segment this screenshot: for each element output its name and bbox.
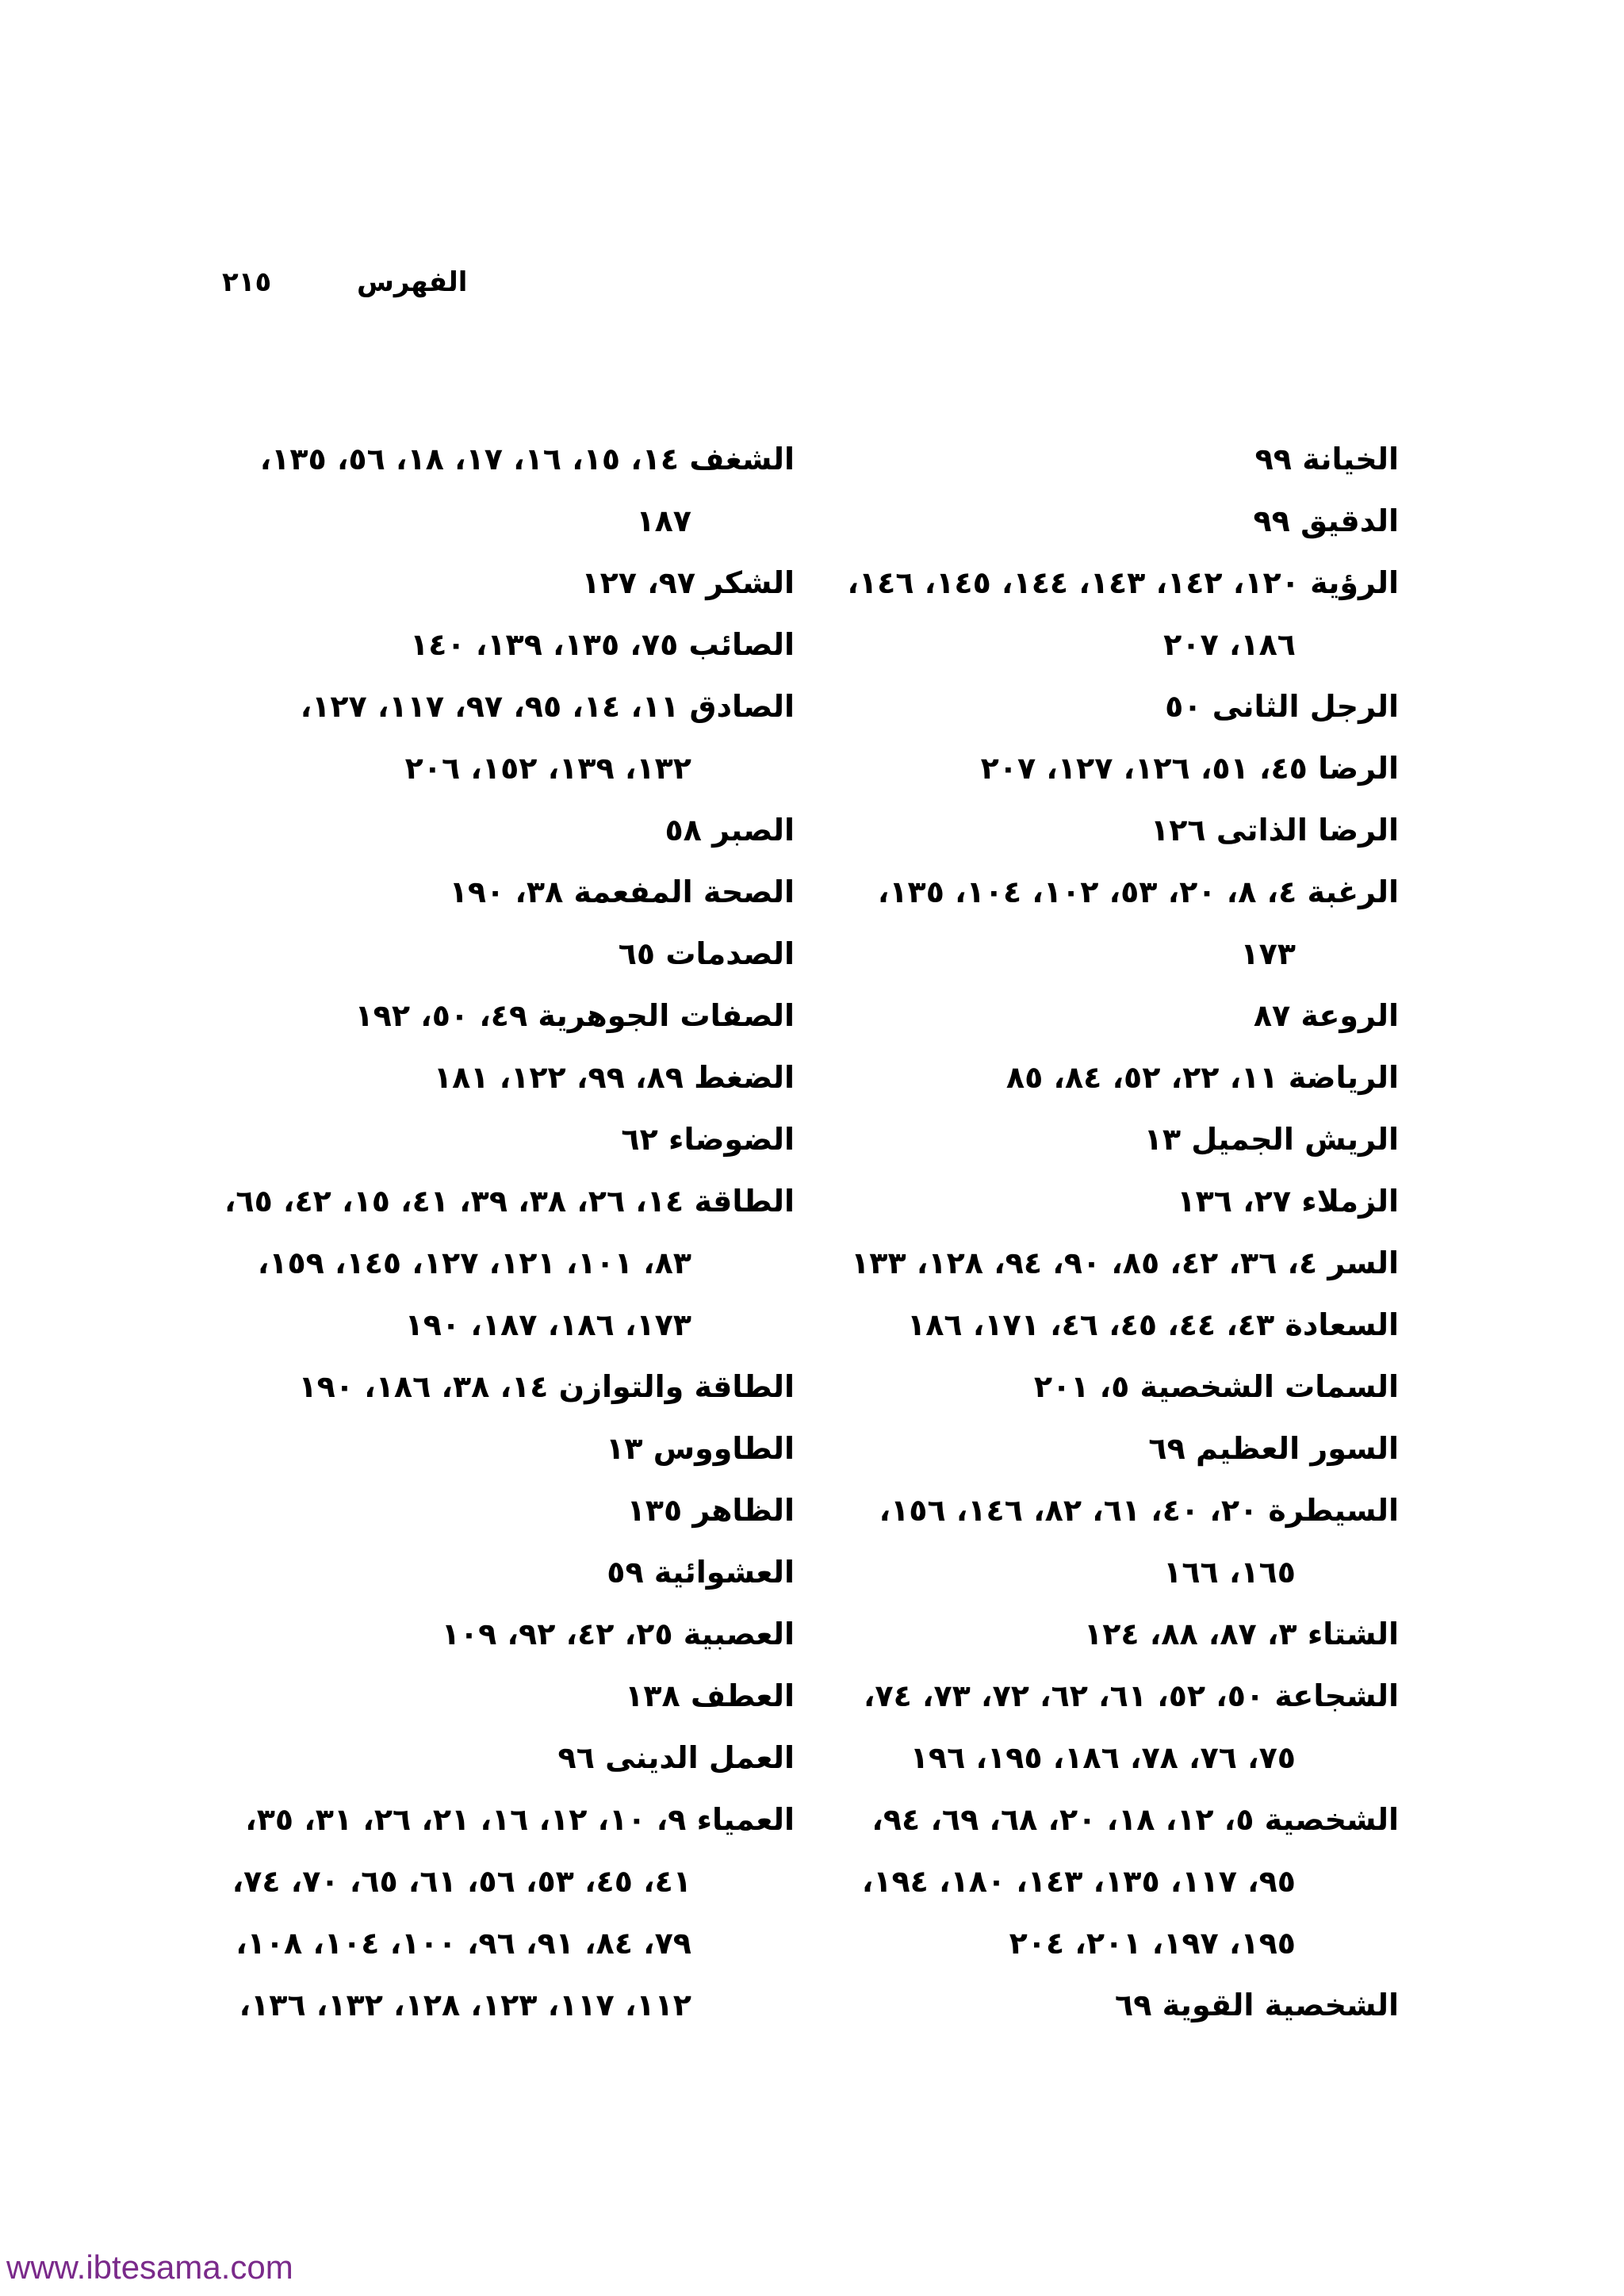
index-entry: السيطرة ٢٠، ٤٠، ٦١، ٨٢، ١٤٦، ١٥٦،: [879, 1493, 1399, 1528]
index-entry-continuation: ١٦٥، ١٦٦: [1163, 1555, 1296, 1590]
index-entry: الشخصية القوية ٦٩: [1115, 1988, 1399, 2022]
index-entry: الصفات الجوهرية ٤٩، ٥٠، ١٩٢: [354, 998, 795, 1033]
index-entry: الضوضاء ٦٢: [621, 1122, 795, 1157]
index-column-right: [828, 428, 1399, 2036]
index-entry: الصحة المفعمة ٣٨، ١٩٠: [449, 874, 795, 909]
index-entry: الظاهر ١٣٥: [626, 1493, 795, 1528]
index-entry-continuation: ٧٥، ٧٦، ٧٨، ١٨٦، ١٩٥، ١٩٦: [910, 1740, 1296, 1775]
index-entry: الشغف ١٤، ١٥، ١٦، ١٧، ١٨، ٥٦، ١٣٥،: [259, 442, 795, 476]
index-entry: الرؤية ١٢٠، ١٤٢، ١٤٣، ١٤٤، ١٤٥، ١٤٦،: [847, 565, 1399, 600]
index-entry: السعادة ٤٣، ٤٤، ٤٥، ٤٦، ١٧١، ١٨٦: [907, 1307, 1399, 1342]
index-entry-continuation: ٧٩، ٨٤، ٩١، ٩٦، ١٠٠، ١٠٤، ١٠٨،: [236, 1926, 691, 1961]
index-entry-continuation: ١٧٣، ١٨٦، ١٨٧، ١٩٠: [404, 1307, 691, 1342]
index-entry: العطف ١٣٨: [625, 1678, 795, 1713]
index-entry: العمل الدينى ٩٦: [557, 1740, 795, 1775]
index-entry: العمياء ٩، ١٠، ١٢، ١٦، ٢١، ٢٦، ٣١، ٣٥،: [245, 1802, 795, 1837]
index-entry-continuation: ١٣٢، ١٣٩، ١٥٢، ٢٠٦: [404, 751, 691, 786]
page-number: ٢١٥: [222, 266, 272, 298]
index-entry: الرياضة ١١، ٢٢، ٥٢، ٨٤، ٨٥: [1005, 1060, 1399, 1095]
index-entry-continuation: ٩٥، ١١٧، ١٣٥، ١٤٣، ١٨٠، ١٩٤،: [861, 1864, 1296, 1899]
index-entry-continuation: ١٨٧: [636, 503, 691, 538]
index-entry: الدقيق ٩٩: [1253, 503, 1399, 538]
index-entry-continuation: ١٨٦، ٢٠٧: [1163, 627, 1296, 662]
index-entry: الطاووس ١٣: [606, 1431, 795, 1466]
index-entry: العشوائية ٥٩: [607, 1555, 795, 1590]
index-entry: الطاقة ١٤، ٢٦، ٣٨، ٣٩، ٤١، ١٥، ٤٢، ٦٥،: [224, 1184, 795, 1219]
index-entry: السر ٤، ٣٦، ٤٢، ٨٥، ٩٠، ٩٤، ١٢٨، ١٣٣: [851, 1246, 1399, 1280]
index-entry: الطاقة والتوازن ١٤، ٣٨، ١٨٦، ١٩٠: [298, 1369, 795, 1404]
index-entry-continuation: ١٧٣: [1240, 936, 1296, 971]
index-entry-continuation: ٨٣، ١٠١، ١٢١، ١٢٧، ١٤٥، ١٥٩،: [257, 1246, 691, 1280]
index-entry: الرضا الذاتى ١٢٦: [1151, 813, 1399, 848]
index-entry: الزملاء ٢٧، ١٣٦: [1177, 1184, 1399, 1219]
index-entry: الريش الجميل ١٣: [1143, 1122, 1399, 1157]
index-entry: الخيانة ٩٩: [1254, 442, 1399, 476]
index-entry: الصبر ٥٨: [665, 813, 795, 848]
index-entry: الشتاء ٣، ٨٧، ٨٨، ١٢٤: [1084, 1617, 1399, 1651]
index-entry: السمات الشخصية ٥، ٢٠١: [1033, 1369, 1399, 1404]
index-entry: الرغبة ٤، ٨، ٢٠، ٥٣، ١٠٢، ١٠٤، ١٣٥،: [877, 874, 1399, 909]
index-entry-continuation: ١١٢، ١١٧، ١٢٣، ١٢٨، ١٣٢، ١٣٦،: [239, 1988, 691, 2022]
index-entry: السور العظيم ٦٩: [1148, 1431, 1399, 1466]
index-entry: الصدمات ٦٥: [618, 936, 795, 971]
index-entry: الرجل الثانى ٥٠: [1165, 689, 1399, 724]
index-entry: الضغط ٨٩، ٩٩، ١٢٢، ١٨١: [433, 1060, 795, 1095]
index-entry: الشجاعة ٥٠، ٥٢، ٦١، ٦٢، ٧٢، ٧٣، ٧٤،: [863, 1678, 1399, 1713]
index-entry-continuation: ٤١، ٤٥، ٥٣، ٥٦، ٦١، ٦٥، ٧٠، ٧٤،: [232, 1864, 691, 1899]
index-entry: العصبية ٢٥، ٤٢، ٩٢، ١٠٩: [441, 1617, 795, 1651]
index-entry-continuation: ١٩٥، ١٩٧، ٢٠١، ٢٠٤: [1009, 1926, 1296, 1961]
index-entry: الشخصية ٥، ١٢، ١٨، ٢٠، ٦٨، ٦٩، ٩٤،: [871, 1802, 1399, 1837]
index-column-left: [192, 428, 795, 2036]
watermark-link[interactable]: www.ibtesama.com: [6, 2248, 293, 2286]
index-entry: الشكر ٩٧، ١٢٧: [581, 565, 795, 600]
running-title: الفهرس: [357, 266, 468, 298]
index-entry: الرضا ٤٥، ٥١، ١٢٦، ١٢٧، ٢٠٧: [980, 751, 1399, 786]
index-entry: الصادق ١١، ١٤، ٩٥، ٩٧، ١١٧، ١٢٧،: [300, 689, 795, 724]
index-entry: الروعة ٨٧: [1253, 998, 1399, 1033]
index-entry: الصائب ٧٥، ١٣٥، ١٣٩، ١٤٠: [410, 627, 795, 662]
